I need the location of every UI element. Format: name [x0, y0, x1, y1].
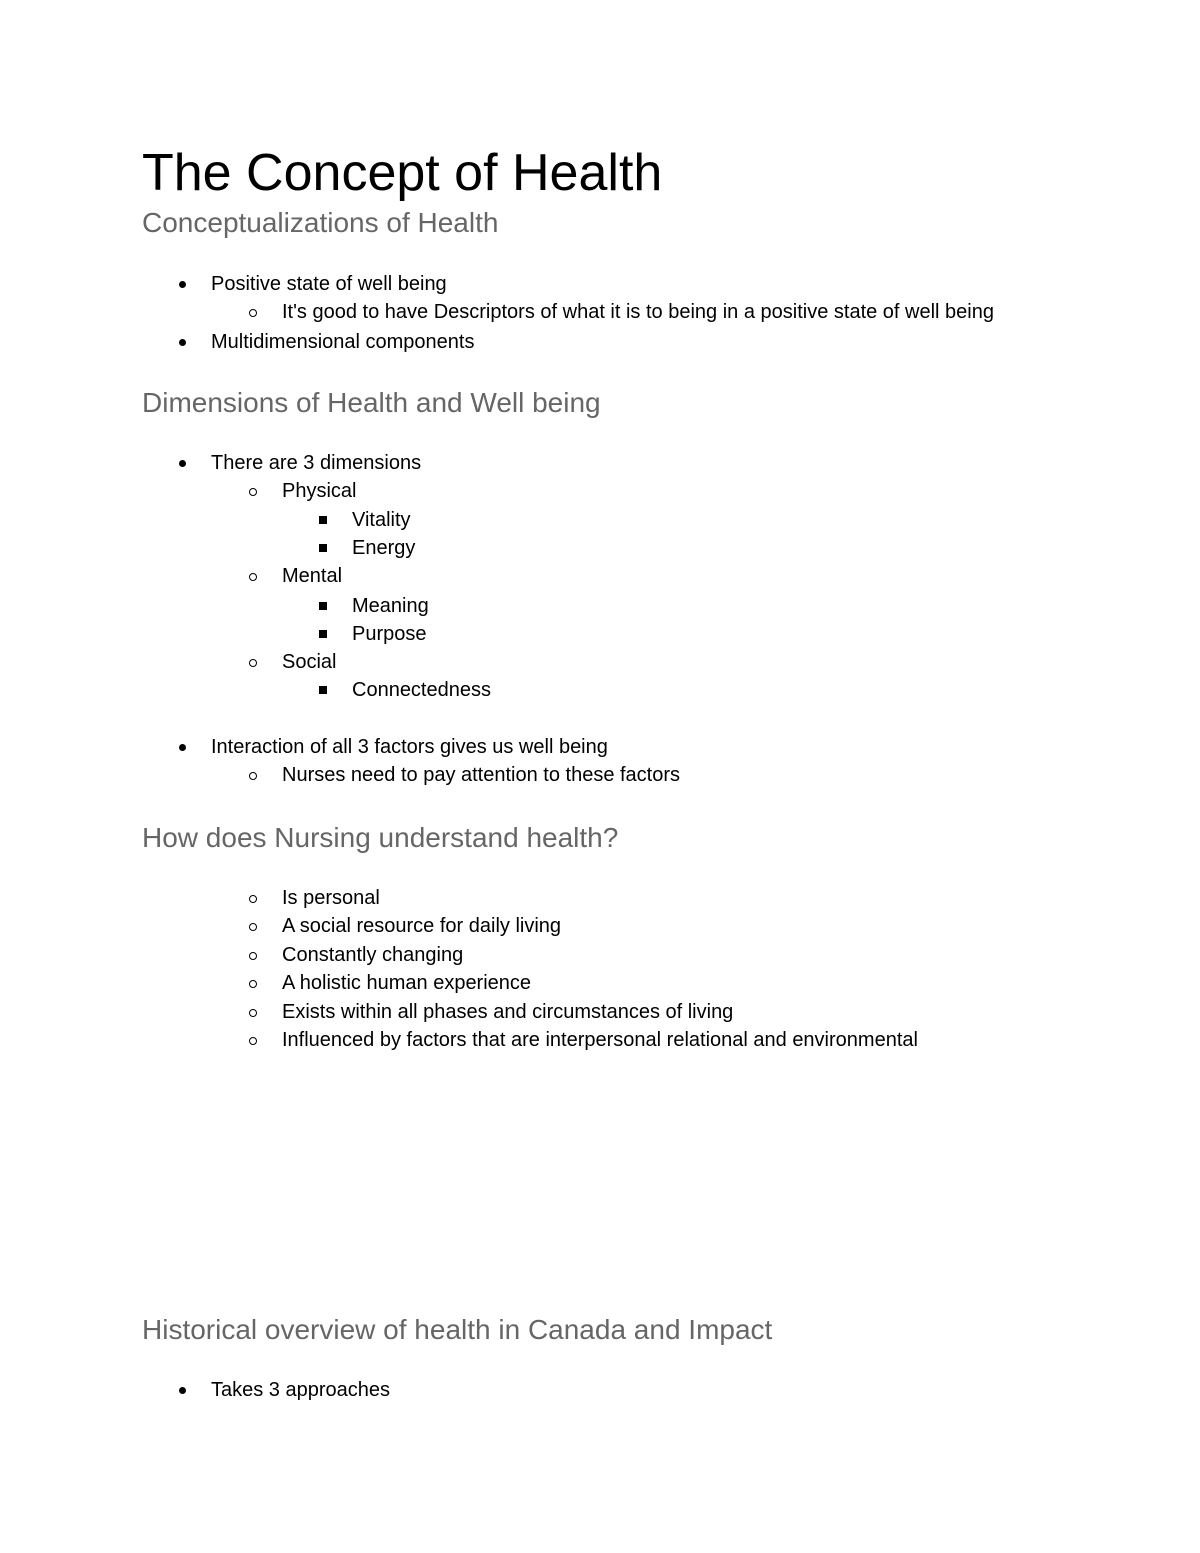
square-bullet-icon: [319, 544, 327, 552]
circle-bullet-icon: [249, 488, 257, 496]
list-item: Energy: [352, 537, 416, 559]
square-bullet-icon: [319, 686, 327, 694]
section-heading-nursing: How does Nursing understand health?: [142, 822, 619, 853]
circle-bullet-icon: [249, 772, 257, 780]
list-item: Physical: [282, 480, 357, 502]
list-item: A social resource for daily living: [282, 915, 562, 937]
square-bullet-icon: [319, 602, 327, 610]
section-heading-historical: Historical overview of health in Canada and Impact: [142, 1314, 773, 1345]
list-item: Influenced by factors that are interpersonal relational and environmental: [282, 1029, 918, 1051]
list-item: Mental: [282, 565, 343, 587]
circle-bullet-icon: [249, 980, 257, 988]
circle-bullet-icon: [249, 659, 257, 667]
list-item: Social: [282, 651, 337, 673]
circle-bullet-icon: [249, 573, 257, 581]
circle-bullet-icon: [249, 1009, 257, 1017]
list-item: Positive state of well being: [211, 273, 447, 295]
disc-bullet-icon: [179, 281, 186, 288]
circle-bullet-icon: [249, 923, 257, 931]
disc-bullet-icon: [179, 1387, 186, 1394]
list-item: Is personal: [282, 887, 380, 909]
circle-bullet-icon: [249, 1037, 257, 1045]
section-heading-dimensions: Dimensions of Health and Well being: [142, 387, 601, 418]
list-item: Constantly changing: [282, 944, 464, 966]
list-item: Takes 3 approaches: [211, 1379, 391, 1401]
list-item: A holistic human experience: [282, 972, 532, 994]
list-item: It's good to have Descriptors of what it is to being in a positive state of well being: [282, 301, 994, 323]
list-item: Multidimensional components: [211, 331, 475, 353]
square-bullet-icon: [319, 630, 327, 638]
circle-bullet-icon: [249, 952, 257, 960]
section-heading-conceptualizations: Conceptualizations of Health: [142, 207, 499, 238]
list-item: Nurses need to pay attention to these factors: [282, 764, 681, 786]
list-item: Exists within all phases and circumstances of living: [282, 1001, 734, 1023]
list-item: There are 3 dimensions: [211, 452, 422, 474]
document-title: The Concept of Health: [142, 144, 663, 202]
circle-bullet-icon: [249, 309, 257, 317]
list-item: Meaning: [352, 595, 429, 617]
circle-bullet-icon: [249, 895, 257, 903]
list-item: Connectedness: [352, 679, 491, 701]
list-item: Purpose: [352, 623, 427, 645]
list-item: Interaction of all 3 factors gives us well being: [211, 736, 608, 758]
disc-bullet-icon: [179, 460, 186, 467]
disc-bullet-icon: [179, 744, 186, 751]
square-bullet-icon: [319, 516, 327, 524]
disc-bullet-icon: [179, 339, 186, 346]
list-item: Vitality: [352, 509, 411, 531]
